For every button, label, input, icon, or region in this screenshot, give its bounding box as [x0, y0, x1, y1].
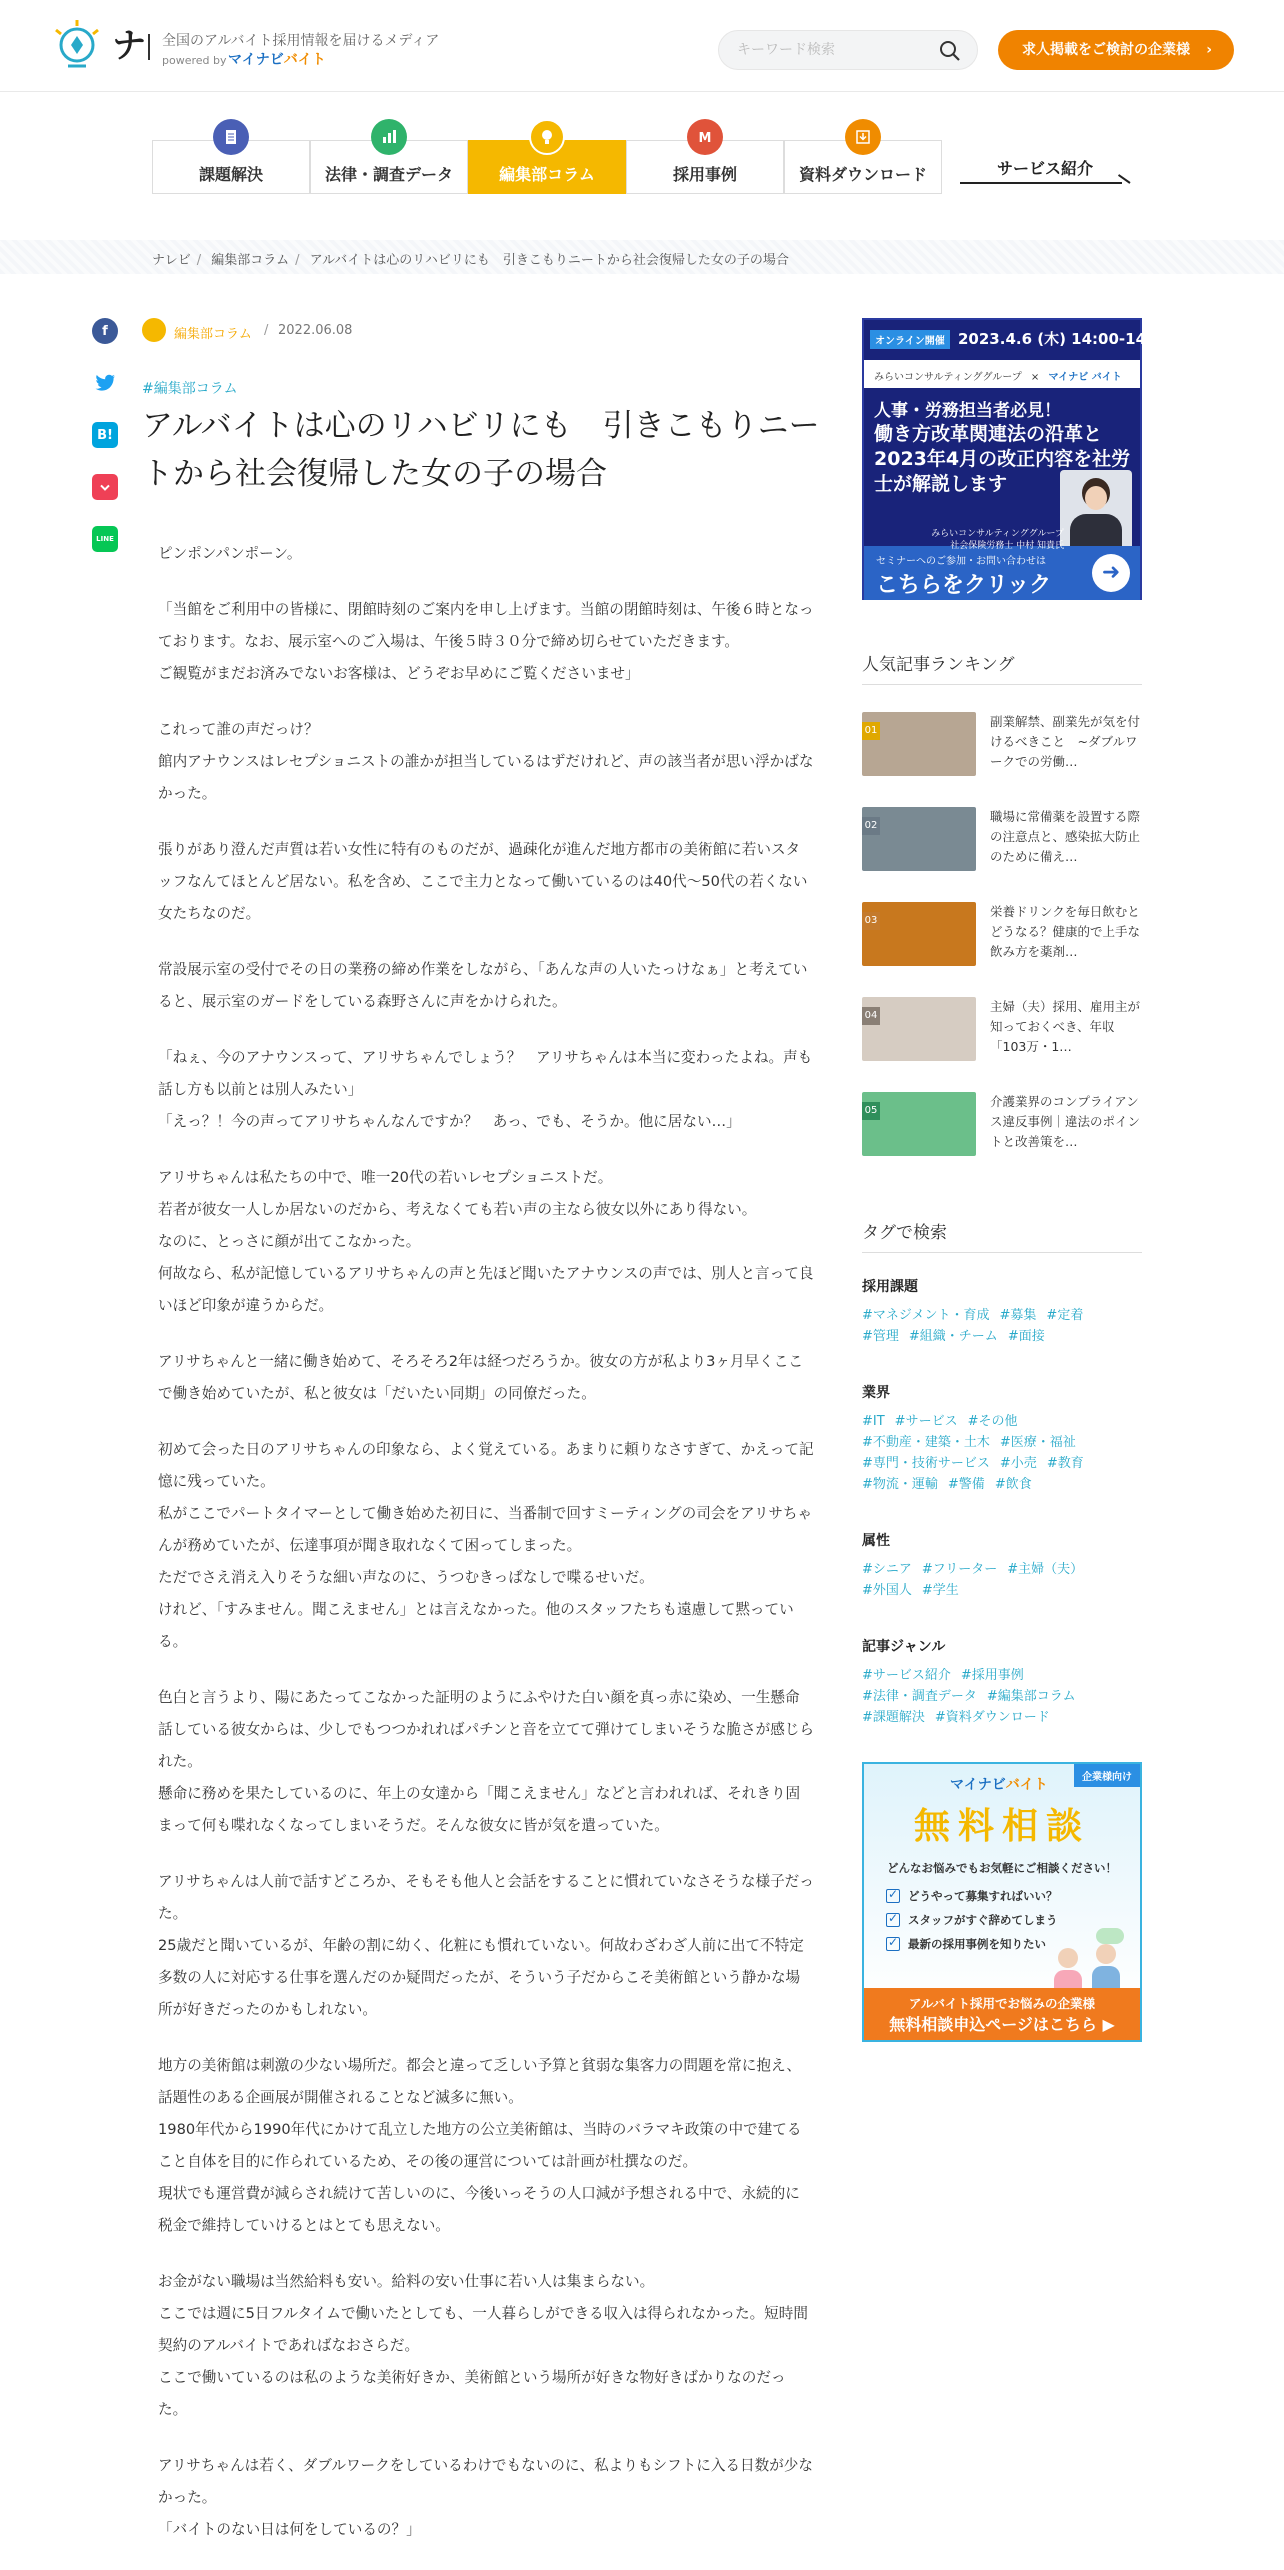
ad-check-text: どうやって募集すればいい？: [908, 1889, 1058, 1903]
article-paragraph: アリサちゃんと一緒に働き始めて、そろそろ2年は経つだろうか。彼女の方が私より3ヶ月早くここで働き始めていたが、私と彼女は「だいたい同期」の同僚だった。: [158, 1353, 803, 1402]
tag-link[interactable]: #教育: [1046, 1456, 1084, 1471]
seminar-subheading: 人事・労務担当者必見！: [874, 401, 1061, 421]
document-icon: [213, 119, 249, 155]
speaker-face: [1085, 486, 1107, 510]
tag-link[interactable]: #法律・調査データ: [862, 1689, 977, 1704]
ranking-title: 介護業界のコンプライアンス違反事例｜違法のポイントと改善策を…: [990, 1094, 1141, 1149]
tag-group-heading: 採用課題: [862, 1279, 918, 1295]
tag-link[interactable]: #管理: [862, 1329, 899, 1344]
ranking-thumbnail: [862, 997, 976, 1061]
tag-search-divider: [862, 1252, 1142, 1253]
breadcrumb: [152, 249, 795, 268]
meta-separator: /: [264, 323, 269, 338]
ad-subtitle: どんなお悩みでもお気軽にご相談ください！: [887, 1861, 1117, 1875]
tag-link[interactable]: #サービス紹介: [862, 1668, 951, 1683]
tag-link[interactable]: #編集部コラム: [986, 1689, 1076, 1704]
ranking-item[interactable]: [862, 807, 1142, 875]
ranking-number: 02: [862, 817, 880, 835]
ad-header: [870, 328, 1173, 350]
employer-cta-label: 求人掲載をご検討の企業様: [1022, 42, 1190, 58]
tag-link[interactable]: #シニア: [862, 1562, 912, 1577]
tag-row: [862, 1579, 1142, 1598]
online-badge: オンライン開催: [870, 330, 950, 349]
ranking-thumbnail: [862, 807, 976, 871]
tag-row: [862, 1558, 1142, 1577]
tag-row: [862, 1431, 1142, 1450]
tag-link[interactable]: #面接: [1007, 1329, 1045, 1344]
article-paragraph: アリサちゃんは若く、ダブルワークをしているわけでもないのに、私よりもシフトに入る日数が少なかった。 「バイトのない日は何をしているの？」: [158, 2457, 813, 2538]
breadcrumb-home[interactable]: ナレビ: [152, 253, 191, 268]
ranking-item[interactable]: [862, 997, 1142, 1065]
arrow-right-icon: ➜: [1092, 554, 1130, 592]
article-paragraph: 張りがあり澄んだ声質は若い女性に特有のものだが、過疎化が進んだ地方都市の美術館に若いスタッフなんてほとんど居ない。私を含め、ここで主力となって働いているのは40代〜50代の若くない女たちなのだ。: [158, 841, 808, 922]
tag-row: [862, 1452, 1142, 1471]
article-paragraph: 初めて会った日のアリサちゃんの印象なら、よく覚えている。あまりに頼りなさすぎて、かえって記憶に残っていた。 私がここでパートタイマーとして働き始めた初日に、当番制で回すミーティングの司会をアリサちゃんが務めていたが、伝達事項が聞き取れなくて困ってしまった。 ただでさえ消え入りそうな細い声なのに、うつむきっぱなしで喋るせいだ。 けれど、「すみません。聞こえません」とは言えなかった。他のスタッフたちも遠慮して黙っている。: [158, 1441, 814, 1650]
tag-link[interactable]: #専門・技術サービス: [862, 1456, 990, 1471]
article-paragraph: 「当館をご利用中の皆様に、閉館時刻のご案内を申し上げます。当館の閉館時刻は、午後６時となっております。なお、展示室へのご入場は、午後５時３０分で締め切らせていただきます。 ご観覧がまだお済みでないお客様は、どうぞお早めにご覧くださいませ」: [158, 601, 814, 682]
powered-by-label: powered by: [162, 54, 227, 67]
tag-link[interactable]: #フリーター: [921, 1562, 998, 1577]
breadcrumb-category[interactable]: 編集部コラム: [211, 253, 290, 268]
breadcrumb-current: アルバイトは心のリハビリにも 引きこもりニートから社会復帰した女の子の場合: [309, 253, 789, 268]
powered-by-brand: [228, 49, 326, 69]
nav-label: 編集部コラム: [499, 165, 595, 184]
article-paragraph: お金がない職場は当然給料も安い。給料の安い仕事に若い人は集まらない。 ここでは週に5日フルタイムで働いたとしても、一人暮らしができる収入は得られなかった。短時間契約のアルバイトであればなおさらだ。 ここで働いているのは私のような美術好きか、美術館という場所が好きな物好きばかりなのだった。: [158, 2273, 808, 2418]
ad-cta-small: セミナーへのご参加・お問い合わせは: [876, 556, 1046, 567]
article-paragraph: アリサちゃんは私たちの中で、唯一20代の若いレセプショニストだ。 若者が彼女一人しか居ないのだから、考えなくても若い声の主なら彼女以外にあり得ない。 なのに、とっさに顔が出てこなかった。 何故なら、私が記憶しているアリサちゃんの声と先ほど聞いたアナウンスの声では、別人と言って良いほど印象が違うからだ。: [158, 1169, 814, 1314]
chevron-right-icon: ›: [1206, 42, 1212, 58]
ranking-thumbnail: [862, 902, 976, 966]
tag-row: [862, 1410, 1142, 1429]
employer-cta-button[interactable]: [998, 30, 1234, 70]
nav-item-downloads[interactable]: [784, 140, 942, 194]
ad-cta-big: こちらをクリック: [876, 573, 1052, 598]
ranking-title: 栄養ドリンクを毎日飲むとどうなる？健康的で上手な飲み方を薬剤…: [990, 904, 1141, 959]
nav-item-problem-solving[interactable]: [152, 140, 310, 194]
nav-service-underline: [960, 182, 1122, 184]
site-header: [0, 0, 1284, 92]
tag-link[interactable]: #定着: [1046, 1308, 1084, 1323]
ranking-title: 職場に常備薬を設置する際の注意点と、感染拡大防止のために備え…: [990, 809, 1141, 864]
tag-link[interactable]: #物流・運輸: [862, 1477, 938, 1492]
nav-label: 法律・調査データ: [324, 165, 453, 184]
speaker-photo: [1060, 470, 1132, 550]
main-nav: [152, 118, 1132, 196]
search-input[interactable]: [737, 39, 927, 61]
article-title: アルバイトは心のリハビリにも 引きこもりニートから社会復帰した女の子の場合: [142, 408, 820, 492]
breadcrumb-sep: /: [196, 253, 202, 268]
ad2-cta-big: 無料相談申込ページはこちら ▶: [889, 2015, 1115, 2034]
tag-group-heading: 業界: [862, 1385, 890, 1401]
speaker-caption: みらいコンサルティンググループ 社会保険労務士 中村 知貴氏: [931, 529, 1064, 551]
sponsor-logos: [864, 360, 1140, 388]
nav-item-service-intro[interactable]: [960, 154, 1130, 184]
ad-check-item: [886, 1888, 1106, 1904]
brand-main: マイナビ: [228, 52, 284, 68]
category-badge-icon: [142, 318, 166, 342]
ranking-thumbnail: [862, 1092, 976, 1156]
tag-link[interactable]: #外国人: [862, 1583, 912, 1598]
tag-link[interactable]: #IT: [862, 1414, 885, 1429]
seminar-heading: 働き方改革関連法の沿革と2023年4月の改正内容を社労士が解説します: [874, 423, 1131, 495]
sponsor-logo-1: みらいコンサルティンググループ: [874, 372, 1022, 383]
ad-corner-badge: 企業様向け: [1074, 1764, 1140, 1787]
search-icon[interactable]: [939, 40, 961, 62]
ad-title: 無料相談: [913, 1806, 1090, 1847]
ranking-item[interactable]: [862, 712, 1142, 780]
site-tagline: 全国のアルバイト採用情報を届けるメディア: [162, 33, 440, 49]
tag-row: [862, 1304, 1142, 1323]
nav-label: 採用事例: [672, 165, 737, 184]
article-category[interactable]: 編集部コラム: [174, 327, 252, 342]
tag-link[interactable]: #学生: [921, 1583, 959, 1598]
lightbulb-icon: [529, 119, 565, 155]
tag-row: [862, 1706, 1142, 1725]
tag-link[interactable]: #資料ダウンロード: [934, 1710, 1050, 1725]
ranking-number: 05: [862, 1102, 880, 1120]
logo-divider: [148, 34, 150, 60]
lightbulb-logo-icon[interactable]: [50, 18, 104, 72]
nav-item-editorial-column[interactable]: [468, 140, 626, 194]
ranking-divider: [862, 684, 1142, 685]
tag-link[interactable]: #課題解決: [862, 1710, 925, 1725]
ranking-title: 主婦（夫）採用、雇用主が知っておくべき、年収「103万・1…: [990, 999, 1141, 1054]
ranking-item[interactable]: [862, 1092, 1142, 1160]
ad2-cta-bar[interactable]: [864, 1988, 1140, 2040]
ranking-title: 副業解禁、副業先が気を付けるべきこと ~ダブルワークでの労働…: [990, 714, 1141, 769]
tag-link[interactable]: #警備: [947, 1477, 985, 1492]
ad-check-text: スタッフがすぐ辞めてしまう: [908, 1913, 1058, 1927]
tag-link[interactable]: #不動産・建築・土木: [862, 1435, 990, 1450]
ranking-number: 01: [862, 722, 880, 740]
ranking-number: 03: [862, 912, 880, 930]
tag-link[interactable]: #サービス: [894, 1414, 958, 1429]
tag-link[interactable]: #マネジメント・育成: [862, 1308, 990, 1323]
tag-row: [862, 1685, 1142, 1704]
tag-link[interactable]: #募集: [999, 1308, 1037, 1323]
ad-brand-main: マイナビ: [950, 1777, 1006, 1793]
tag-group-heading: 属性: [862, 1533, 890, 1549]
brand-sub: バイト: [283, 52, 326, 68]
article-body: [158, 538, 814, 2570]
line-share-icon[interactable]: LINE: [92, 526, 118, 552]
search-box: [718, 30, 978, 70]
tag-link[interactable]: #小売: [999, 1456, 1037, 1471]
ranking-number: 04: [862, 1007, 880, 1025]
ad-cta-bar[interactable]: [864, 546, 1140, 600]
article-paragraph: ピンポンパンポーン。: [158, 545, 302, 562]
ranking-heading: 人気記事ランキング: [862, 655, 1015, 675]
article-paragraph: 常設展示室の受付でその日の業務の締め作業をしながら、「あんな声の人いたっけなぁ」と考えていると、展示室のガードをしている森野さんに声をかけられた。: [158, 961, 808, 1010]
sponsor-logo-2: マイナビ バイト: [1048, 372, 1122, 383]
ad-brand-sub: バイト: [1005, 1777, 1048, 1793]
tag-link[interactable]: #主婦（夫）: [1007, 1562, 1084, 1577]
chart-icon: [371, 119, 407, 155]
tag-link[interactable]: #組織・チーム: [908, 1329, 998, 1344]
article-paragraph: 「ねぇ、今のアナウンスって、アリサちゃんでしょう？ アリサちゃんは本当に変わったよね。声も話し方も以前とは別人みたい」 「えっ？！今の声ってアリサちゃんなんですか？ あっ、でも、そうか。他に居ない…」: [158, 1049, 813, 1130]
facebook-share-icon[interactable]: f: [92, 318, 118, 344]
ad-brand: [950, 1774, 1048, 1794]
tag-row: [862, 1325, 1142, 1344]
pocket-share-icon[interactable]: [92, 474, 118, 500]
hatena-bookmark-icon[interactable]: B!: [92, 422, 118, 448]
ranking-thumbnail: [862, 712, 976, 776]
article-paragraph: 地方の美術館は刺激の少ない場所だ。都会と違って乏しい予算と貧弱な集客力の問題を常に抱え、話題性のある企画展が開催されることなど滅多に無い。 1980年代から1990年代にかけて乱立した地方の公立美術館は、当時のバラマキ政策の中で建てること自体を目的に作られているため、その後の運営については計画が杜撰なのだ。 現状でも運営費が減らされ続けて苦しいのに、今後いっそうの人口減が予想される中で、永続的に税金で維持していけるとはとても思えない。: [158, 2057, 802, 2234]
tag-link[interactable]: #採用事例: [960, 1668, 1024, 1683]
nav-label: 課題解決: [198, 165, 263, 184]
site-logo-text[interactable]: ナ: [112, 26, 146, 66]
article-tag[interactable]: #編集部コラム: [142, 381, 238, 397]
article-paragraph: アリサちゃんは人前で話すどころか、そもそも他人と会話をすることに慣れていなさそうな様子だった。 25歳だと聞いているが、年齢の割に幼く、化粧にも慣れていない。何故わざわざ人前に出て不特定多数の人に対応する仕事を選んだのか疑問だったが、そういう子だからこそ美術館という静かな場所が好きだったのかもしれない。: [158, 1873, 814, 2018]
breadcrumb-sep: /: [295, 253, 300, 268]
case-study-icon: [687, 119, 723, 155]
article-paragraph: これって誰の声だっけ？ 館内アナウンスはレセプショニストの誰かが担当しているはずだけれど、声の該当者が思い浮かばなかった。: [158, 721, 814, 802]
tag-link[interactable]: #飲食: [994, 1477, 1032, 1492]
tag-row: [862, 1473, 1142, 1492]
ad-check-text: 最新の採用事例を知りたい: [908, 1937, 1046, 1951]
download-icon: [845, 119, 881, 155]
twitter-share-icon[interactable]: [92, 370, 118, 396]
nav-item-case-studies[interactable]: [626, 131, 784, 194]
checkbox-icon: [886, 1913, 900, 1927]
tag-group-heading: 記事ジャンル: [862, 1639, 946, 1655]
checkbox-icon: [886, 1937, 900, 1951]
article-date: 2022.06.08: [278, 323, 353, 338]
ranking-item[interactable]: [862, 902, 1142, 970]
tag-row: [862, 1664, 1142, 1683]
sponsor-times: ×: [1030, 372, 1040, 383]
ad2-cta-small: アルバイト採用でお悩みの企業様: [908, 1996, 1096, 2011]
nav-item-law-data[interactable]: [310, 140, 468, 194]
free-consultation-banner-ad[interactable]: [862, 1762, 1142, 2042]
article-paragraph: 色白と言うより、陽にあたってこなかった証明のようにふやけた白い顔を真っ赤に染め、一生懸命話している彼女からは、少しでもつつかれればパチンと音を立てて弾けてしまいそうな脆さが感じられた。 懸命に務めを果たしているのに、年上の女達から「聞こえません」などと言われれば、それきり固まって何も喋れなくなってしまいそうだ。そんな彼女に皆が気を遣っていた。: [158, 1689, 814, 1834]
nav-service-label: サービス紹介: [996, 159, 1093, 178]
tag-search-heading: タグで検索: [862, 1223, 947, 1243]
checkbox-icon: [886, 1889, 900, 1903]
nav-label: 資料ダウンロード: [798, 165, 927, 184]
seminar-date: 2023.4.6 (木) 14:00-14:30: [958, 330, 1173, 348]
svg-text:M: M: [698, 131, 712, 146]
seminar-banner-ad[interactable]: [862, 318, 1173, 600]
tag-link[interactable]: #医療・福祉: [999, 1435, 1076, 1450]
tag-link[interactable]: #その他: [967, 1414, 1018, 1429]
